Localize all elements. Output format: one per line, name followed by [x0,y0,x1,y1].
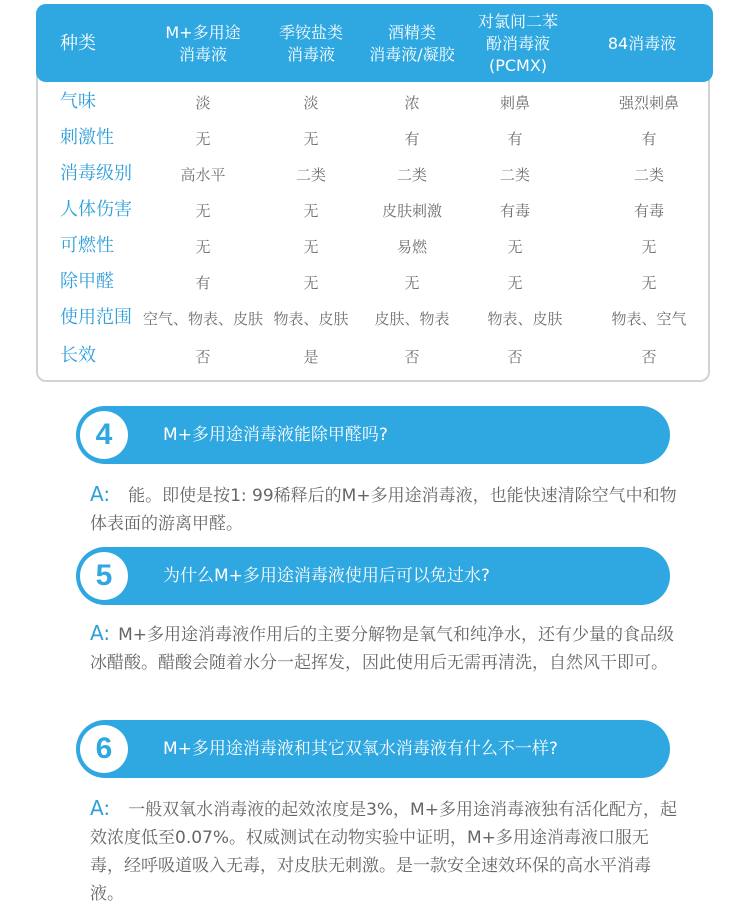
answer-text: 能。即使是按1: 99稀释后的M+多用途消毒液，也能快速清除空气中和物体表面的游离甲醛。 [90,486,677,534]
table-cell: 否 [507,348,523,366]
table-cell: 无 [303,130,319,148]
faq-question: 为什么M+多用途消毒液使用后可以免过水? [163,566,490,586]
row-label-harm: 人体伤害 [60,199,132,220]
table-cell: 物表、空气 [611,310,687,328]
row-label-lasting: 长效 [60,345,96,366]
table-cell: 高水平 [180,166,226,184]
header-quaternary: 季铵盐类 消毒液 [278,23,343,64]
table-cell: 无 [195,238,211,256]
table-cell: 无 [507,238,523,256]
header-mplus: M+多用途 消毒液 [165,23,241,64]
faq-question: M+多用途消毒液能除甲醛吗? [163,425,388,445]
answer-text: M+多用途消毒液作用后的主要分解物是氧气和纯净水，还有少量的食品级冰醋酸。醋酸会随着水分一起挥发，因此使用后无需再清洗，自然风干即可。 [90,625,674,673]
table-cell: 有 [195,274,211,292]
table-cell: 皮肤、物表 [374,310,450,328]
table-cell: 空气、物表、皮肤 [142,310,263,328]
answer-prefix: A: [90,482,111,506]
table-cell: 无 [195,202,211,220]
table-cell: 二类 [633,166,664,184]
table-cell: 物表、皮肤 [487,310,563,328]
table-cell: 淡 [195,94,211,112]
table-cell: 否 [404,348,420,366]
table-cell: 无 [195,130,211,148]
table-cell: 淡 [303,94,319,112]
header-84: 84消毒液 [607,34,677,53]
faq-answer [90,480,680,538]
row-label-smell: 气味 [60,91,96,112]
header-category: 种类 [60,33,96,54]
answer-text: 一般双氧水消毒液的起效浓度是3%，M+多用途消毒液独有活化配方，起效浓度低至0.07%。权威测试在动物实验中证明，M+多用途消毒液口服无毒，经呼吸道吸入无毒，对皮肤无刺激。是一款安全速效环保的高水平消毒液。 [90,800,677,904]
answer-prefix: A: [90,621,111,645]
header-alcohol: 酒精类 消毒液/凝胶 [369,23,455,64]
faq-number-badge: 6 [80,725,128,773]
table-cell: 刺鼻 [499,94,530,112]
row-label-formaldehyde: 除甲醛 [60,271,114,292]
table-cell: 无 [303,238,319,256]
table-cell: 有 [507,130,523,148]
faq-answer [90,619,680,677]
table-cell: 皮肤刺激 [381,202,442,220]
table-cell: 否 [195,348,211,366]
table-cell: 强烈刺鼻 [618,94,679,112]
row-label-flammable: 可燃性 [60,235,114,256]
table-cell: 有毒 [499,202,530,220]
table-cell: 无 [303,274,319,292]
row-label-usage: 使用范围 [60,307,132,328]
table-cell: 无 [404,274,420,292]
header-pcmx: 对氯间二苯 酚消毒液 (PCMX) [477,12,558,75]
faq-question: M+多用途消毒液和其它双氧水消毒液有什么不一样? [163,739,558,759]
faq-number-badge: 4 [80,411,128,459]
table-cell: 有 [404,130,420,148]
faq-answer [90,794,680,908]
table-cell: 二类 [295,166,326,184]
answer-prefix: A: [90,796,111,820]
faq-number-badge: 5 [80,552,128,600]
table-cell: 易燃 [396,238,427,256]
table-cell: 有 [641,130,657,148]
table-cell: 否 [641,348,657,366]
table-cell: 无 [507,274,523,292]
table-cell: 无 [641,274,657,292]
table-cell: 二类 [499,166,530,184]
table-cell: 有毒 [633,202,664,220]
row-label-level: 消毒级别 [60,163,132,184]
table-cell: 物表、皮肤 [273,310,349,328]
table-cell: 是 [303,348,319,366]
table-cell: 二类 [396,166,427,184]
table-cell: 无 [303,202,319,220]
row-label-irritation: 刺激性 [60,127,114,148]
table-cell: 无 [641,238,657,256]
table-cell: 浓 [404,94,420,112]
